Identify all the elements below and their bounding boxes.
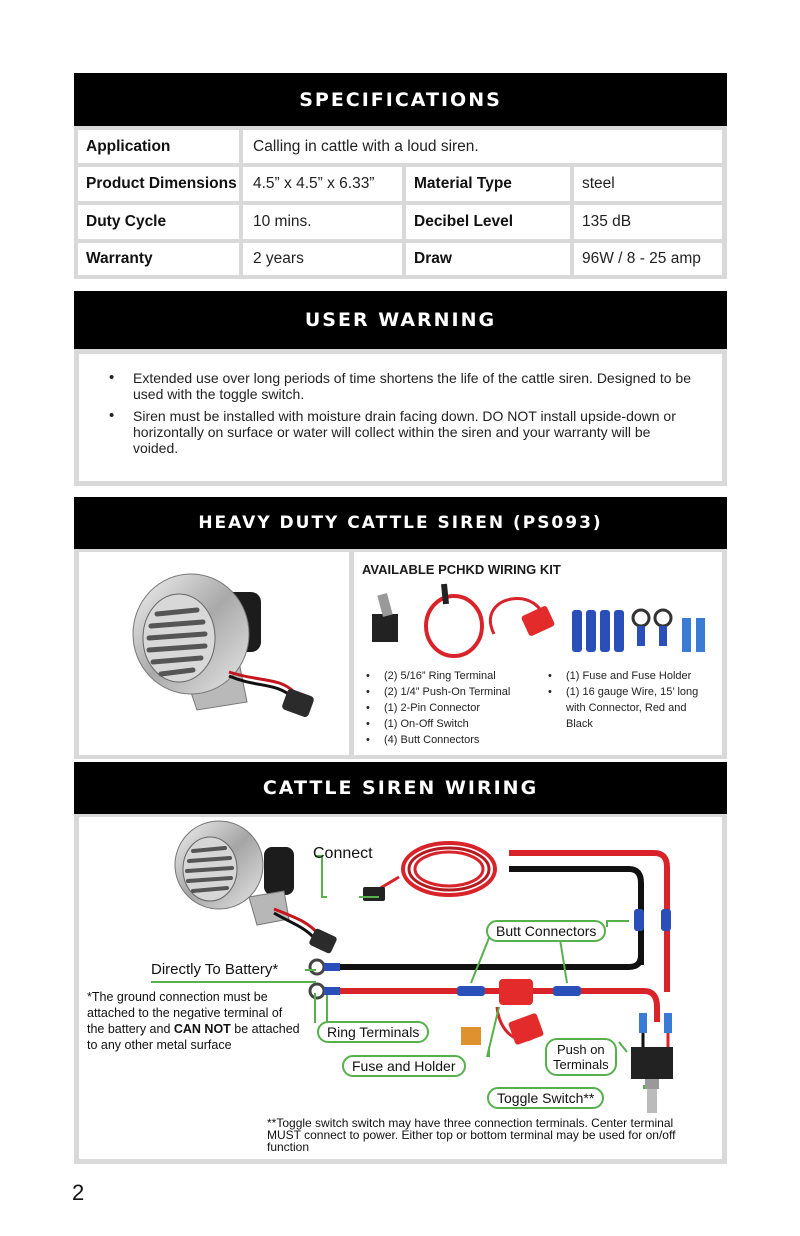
user-warning-box <box>79 354 722 481</box>
spec-label-draw: Draw <box>406 243 570 275</box>
push-on-label-2: Terminals <box>553 1057 609 1072</box>
wiring-diagram-box <box>79 817 722 1159</box>
ground-note <box>87 989 302 1053</box>
wiring-kit-title: AVAILABLE PCHKD WIRING KIT <box>362 562 561 577</box>
directly-to-battery-label: Directly To Battery* <box>151 961 279 978</box>
wiring-section-title: CATTLE SIREN WIRING <box>262 777 539 799</box>
spec-value-warranty: 2 years <box>243 243 402 275</box>
spec-label-duty-cycle: Duty Cycle <box>78 205 239 239</box>
ground-note-text-1: *The ground connection must be attached to the negative terminal of the battery and <box>87 990 283 1036</box>
push-on-terminals-callout <box>545 1038 617 1076</box>
kit-item: • (1) Fuse and Fuse Holder <box>544 668 714 684</box>
butt-connectors-callout: Butt Connectors <box>486 920 606 942</box>
siren-section-panel <box>74 549 727 759</box>
ring-terminal-part <box>633 610 649 626</box>
warning-item: • Extended use over long periods of time shortens the life of the cattle siren. Designed to be used with the toggle switch. <box>109 370 692 402</box>
toggle-note: **Toggle switch switch may have three connection terminals. Center terminal MUST connect to power. Either top or bottom terminal may be used for on/off function <box>267 1116 676 1154</box>
red-wire <box>329 991 657 1022</box>
user-warning-list <box>109 370 692 456</box>
specifications-table <box>74 126 727 279</box>
page-number: 2 <box>72 1180 85 1205</box>
spec-value-application: Calling in cattle with a loud siren. <box>243 130 722 163</box>
wiring-kit-photo <box>354 574 722 664</box>
toggle-switch-diagram <box>631 1047 673 1079</box>
wiring-kit-list-left <box>362 668 552 748</box>
wiring-kit-list-right <box>544 668 714 732</box>
warning-item: • Siren must be installed with moisture drain facing down. DO NOT install upside-down or horizontally on surface or water will collect within the siren and your warranty will be voided. <box>109 408 692 456</box>
wiring-section-panel <box>74 814 727 1164</box>
ground-note-bold: CAN NOT <box>173 1022 231 1036</box>
spec-label-material: Material Type <box>406 167 570 201</box>
toggle-switch-part <box>372 614 398 642</box>
user-warning-panel <box>74 349 727 486</box>
battery-underline <box>151 980 381 984</box>
siren-photo <box>79 552 349 755</box>
siren-section-header <box>74 497 727 549</box>
wiring-kit-box <box>354 552 722 755</box>
siren-photo-box <box>79 552 349 755</box>
spec-value-decibel: 135 dB <box>574 205 722 239</box>
specifications-title: SPECIFICATIONS <box>299 88 502 111</box>
push-on-terminal-part <box>682 618 691 652</box>
toggle-switch-callout: Toggle Switch** <box>487 1087 604 1109</box>
red-wire-coil <box>426 596 482 656</box>
ring-terminals-callout: Ring Terminals <box>317 1021 429 1043</box>
spec-value-material: steel <box>574 167 722 201</box>
spec-value-dimensions: 4.5” x 4.5” x 6.33” <box>243 167 402 201</box>
spec-label-decibel: Decibel Level <box>406 205 570 239</box>
kit-item: • (1) 2-Pin Connector <box>362 700 552 716</box>
user-warning-header <box>74 291 727 349</box>
fuse-holder-diagram <box>499 979 533 1005</box>
spec-value-duty-cycle: 10 mins. <box>243 205 402 239</box>
kit-item: • (2) 5/16” Ring Terminal <box>362 668 552 684</box>
siren-section-title: HEAVY DUTY CATTLE SIREN (PS093) <box>198 513 603 533</box>
kit-item: • (4) Butt Connectors <box>362 732 552 748</box>
spec-label-dimensions: Product Dimensions <box>78 167 239 201</box>
push-on-label-1: Push on <box>556 1042 605 1057</box>
fuse-holder <box>521 605 556 637</box>
specifications-header <box>74 73 727 126</box>
spec-label-warranty: Warranty <box>78 243 239 275</box>
fuse-and-holder-callout: Fuse and Holder <box>342 1055 466 1077</box>
wiring-diagram <box>79 817 722 1159</box>
wiring-section-header <box>74 762 727 814</box>
kit-item: • (1) 16 gauge Wire, 15’ long with Connector, Red and Black <box>544 684 714 732</box>
black-wire <box>329 955 641 967</box>
butt-connectors-part <box>572 610 624 652</box>
kit-item: • (1) On-Off Switch <box>362 716 552 732</box>
user-warning-title: USER WARNING <box>304 309 497 331</box>
spec-label-application: Application <box>78 130 239 163</box>
spec-value-draw: 96W / 8 - 25 amp <box>574 243 722 275</box>
kit-item: • (2) 1/4” Push-On Terminal <box>362 684 552 700</box>
connect-label: Connect <box>313 845 373 862</box>
ground-note-text-2: be attached to any other metal surface <box>87 1022 300 1052</box>
